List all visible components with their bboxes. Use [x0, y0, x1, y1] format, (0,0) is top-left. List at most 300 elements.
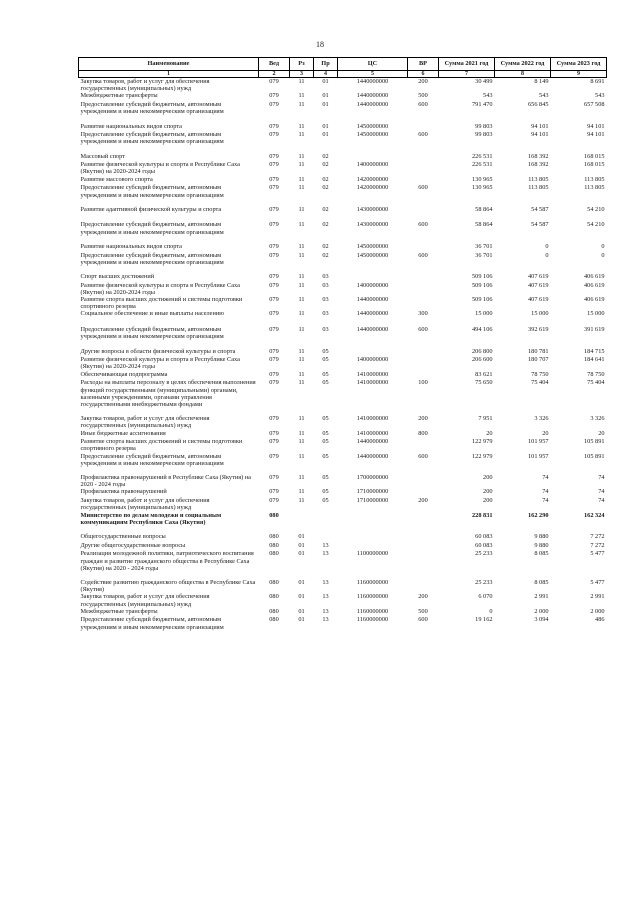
row-vr: [408, 438, 439, 452]
row-rz: 11: [298, 184, 305, 192]
table-row: [79, 542, 607, 551]
row-rz: 11: [298, 370, 305, 378]
row-rz: 11: [298, 497, 305, 505]
row-sum-2021: 36 701: [475, 242, 493, 250]
spacer-cell: [79, 572, 607, 579]
row-pr: 01: [322, 122, 329, 130]
row-ved: 080: [269, 550, 279, 558]
table-row: [79, 206, 607, 215]
header-rz: Рз: [290, 58, 314, 71]
row-sum-2022: 2 991: [534, 593, 549, 601]
row-pr: 05: [322, 356, 329, 364]
row-vr: [408, 206, 439, 215]
row-cs: 1440000000: [356, 452, 389, 460]
table-row: [79, 497, 607, 511]
row-sum-2022: 2 000: [534, 607, 549, 615]
row-sum-2023: 7 272: [590, 532, 605, 540]
row-ved: 079: [269, 356, 279, 364]
row-name: Реализация молодежной политики, патриотического воспитания граждан и развитие гражданского общества в Республике Саха (Якутия) на 2020 - 2024 годы: [80, 550, 254, 572]
row-cs: 1440000000: [356, 101, 389, 109]
table-row: [79, 348, 607, 357]
row-name: Предоставление субсидий бюджетным, автономным учреждениям и иным некоммерческим организациям: [80, 101, 224, 116]
row-cs: [338, 348, 408, 357]
row-name: Профилактика правонарушений в Республике Саха (Якутия) на 2020 - 2024 годы: [80, 474, 251, 489]
row-pr: 03: [322, 310, 329, 318]
spacer-cell: [79, 408, 607, 415]
row-ved: 079: [269, 310, 279, 318]
row-sum-2023: 54 210: [587, 205, 605, 213]
row-ved: 079: [269, 370, 279, 378]
row-ved: 079: [269, 488, 279, 496]
table-body: [79, 78, 607, 631]
table-row: [79, 616, 607, 630]
row-sum-2022: 162 290: [528, 511, 549, 519]
row-pr: 05: [322, 370, 329, 378]
row-name: Развитие массового спорта: [80, 175, 153, 183]
row-vr: [408, 243, 439, 252]
row-vr: [408, 542, 439, 551]
row-cs: 1710000000: [356, 497, 389, 505]
header-number: 7: [439, 71, 495, 78]
table-row: [79, 326, 607, 340]
row-rz: 11: [298, 122, 305, 130]
row-cs: 1430000000: [356, 221, 389, 229]
row-sum-2021: 99 803: [475, 131, 493, 139]
row-sum-2022: 168 392: [528, 161, 549, 169]
row-sum-2023: 20: [598, 429, 605, 437]
row-vr: 600: [418, 616, 428, 624]
row-sum-2023: 543: [595, 92, 605, 100]
row-name: Предоставление субсидий бюджетным, автономным учреждениям и иным некоммерческим организациям: [80, 452, 224, 467]
row-name: Массовый спорт: [80, 152, 125, 160]
row-name: Другие общегосударственные вопросы: [80, 541, 186, 549]
row-pr: 03: [322, 326, 329, 334]
row-sum-2021: 200: [483, 474, 493, 482]
row-ved: 079: [269, 379, 279, 387]
row-rz: 01: [298, 541, 305, 549]
row-pr: 05: [322, 488, 329, 496]
row-cs: 1450000000: [356, 242, 389, 250]
row-rz: 11: [298, 272, 305, 280]
row-sum-2022: 113 805: [528, 184, 549, 192]
row-sum-2021: 509 106: [472, 272, 493, 280]
row-name: Социальное обеспечение и иные выплаты населению: [80, 310, 224, 318]
row-rz: 11: [298, 242, 305, 250]
row-sum-2023: 0: [601, 242, 605, 250]
table-row: [79, 533, 607, 542]
row-ved: 079: [269, 281, 279, 289]
row-pr: 01: [322, 78, 329, 85]
row-sum-2023: 0: [601, 251, 605, 259]
row-sum-2022: 0: [545, 242, 549, 250]
row-sum-2022: 74: [542, 497, 549, 505]
table-row: [79, 379, 607, 408]
row-sum-2021: 122 979: [472, 438, 493, 446]
row-sum-2021: 509 106: [472, 296, 493, 304]
header-sum-2021: Сумма 2021 год: [439, 58, 495, 71]
row-sum-2023: 168 015: [584, 152, 605, 160]
row-cs: 1710000000: [356, 488, 389, 496]
row-sum-2021: 130 965: [472, 175, 493, 183]
row-sum-2023: 74: [598, 488, 605, 496]
row-sum-2023: 168 015: [584, 161, 605, 169]
row-pr: 02: [322, 161, 329, 169]
row-rz: 11: [298, 379, 305, 387]
spacer-row: [79, 146, 607, 153]
row-sum-2022: 54 587: [531, 221, 549, 229]
row-ved: 079: [269, 78, 279, 85]
spacer-cell: [79, 467, 607, 474]
header-number: 1: [79, 71, 259, 78]
row-rz: 11: [298, 152, 305, 160]
row-vr: [408, 273, 439, 282]
row-sum-2023: 2 991: [590, 593, 605, 601]
row-name: Развитие спорта высших достижений и системы подготовки спортивного резерва: [80, 438, 243, 453]
row-cs: 1160000000: [356, 616, 389, 624]
row-rz: 11: [298, 131, 305, 139]
row-cs: 1440000000: [356, 438, 389, 446]
row-ved: 079: [269, 438, 279, 446]
row-cs: 1450000000: [356, 122, 389, 130]
row-name: Межбюджетные трансферты: [80, 607, 158, 615]
row-sum-2023: 8 691: [590, 78, 605, 85]
row-rz: 11: [298, 347, 305, 355]
row-sum-2023: 406 619: [584, 296, 605, 304]
row-name: Предоставление субсидий бюджетным, автономным учреждениям и иным некоммерческим организациям: [80, 616, 224, 631]
row-sum-2021: 494 106: [472, 326, 493, 334]
row-sum-2023: 105 891: [584, 438, 605, 446]
row-sum-2021: 122 979: [472, 452, 493, 460]
row-sum-2023: 105 891: [584, 452, 605, 460]
spacer-row: [79, 236, 607, 243]
table-row: [79, 371, 607, 380]
row-rz: 11: [298, 92, 305, 100]
row-pr: 05: [322, 497, 329, 505]
row-pr: 02: [322, 221, 329, 229]
row-cs: 1450000000: [356, 251, 389, 259]
row-pr: 05: [322, 452, 329, 460]
header-name: Наименование: [79, 58, 259, 71]
row-vr: 600: [418, 326, 428, 334]
row-sum-2021: 200: [483, 488, 493, 496]
row-vr: [408, 512, 439, 526]
header-sum-2023: Сумма 2023 год: [551, 58, 607, 71]
table-row: [79, 415, 607, 429]
row-pr: 02: [322, 251, 329, 259]
table-row: [79, 184, 607, 198]
row-sum-2021: 25 233: [475, 578, 493, 586]
row-sum-2022: 101 957: [528, 452, 549, 460]
row-rz: 11: [298, 161, 305, 169]
table-row: [79, 123, 607, 132]
row-vr: 300: [418, 310, 428, 318]
table-row: [79, 453, 607, 467]
row-sum-2023: 75 404: [587, 379, 605, 387]
row-sum-2021: 58 864: [475, 205, 493, 213]
row-sum-2021: 206 600: [472, 356, 493, 364]
row-sum-2021: 6 070: [478, 593, 493, 601]
row-pr: 02: [322, 205, 329, 213]
spacer-cell: [79, 199, 607, 206]
row-cs: [338, 542, 408, 551]
table-row: [79, 176, 607, 185]
row-rz: 01: [298, 593, 305, 601]
row-ved: 079: [269, 497, 279, 505]
row-sum-2022: 9 880: [534, 532, 549, 540]
row-sum-2022: 656 845: [528, 101, 549, 109]
row-vr: [408, 356, 439, 370]
row-sum-2021: 58 864: [475, 221, 493, 229]
row-vr: [408, 579, 439, 593]
row-sum-2021: 20: [486, 429, 493, 437]
row-vr: 200: [418, 78, 428, 85]
row-sum-2022: 75 404: [531, 379, 549, 387]
row-rz: 11: [298, 438, 305, 446]
row-ved: 079: [269, 101, 279, 109]
row-sum-2022: 54 587: [531, 205, 549, 213]
row-name: Спорт высших достижений: [80, 272, 155, 280]
row-name: Общегосударственные вопросы: [80, 532, 166, 540]
row-sum-2023: 3 326: [590, 415, 605, 423]
row-sum-2021: 200: [483, 497, 493, 505]
table-row: [79, 252, 607, 266]
row-sum-2021: 25 233: [475, 550, 493, 558]
row-pr: 01: [322, 101, 329, 109]
table-row: [79, 430, 607, 439]
row-pr: 02: [322, 242, 329, 250]
table-row: [79, 474, 607, 488]
row-sum-2022: 180 707: [528, 356, 549, 364]
row-sum-2023: 406 619: [584, 281, 605, 289]
table-row: [79, 593, 607, 607]
row-pr: 05: [322, 429, 329, 437]
row-vr: [408, 348, 439, 357]
spacer-row: [79, 214, 607, 221]
spacer-cell: [79, 236, 607, 243]
row-vr: [408, 488, 439, 497]
row-sum-2022: 392 619: [528, 326, 549, 334]
row-sum-2022: 0: [545, 251, 549, 259]
row-rz: 01: [298, 607, 305, 615]
row-pr: 13: [322, 593, 329, 601]
row-sum-2023: 391 619: [584, 326, 605, 334]
row-rz: 01: [298, 616, 305, 624]
row-pr: 01: [322, 92, 329, 100]
spacer-cell: [79, 214, 607, 221]
row-cs: 1160000000: [356, 578, 389, 586]
row-name: Развитие физической культуры и спорта в Республике Саха (Якутия) на 2020-2024 годы: [80, 356, 240, 371]
spacer-row: [79, 408, 607, 415]
row-cs: 1420000000: [356, 184, 389, 192]
row-sum-2022: 543: [539, 92, 549, 100]
row-rz: 11: [298, 78, 305, 85]
spacer-cell: [79, 341, 607, 348]
row-sum-2021: 228 831: [472, 511, 493, 519]
row-sum-2022: 78 750: [531, 370, 549, 378]
row-cs: 1410000000: [356, 415, 389, 423]
row-sum-2023: 2 000: [590, 607, 605, 615]
row-name: Расходы на выплаты персоналу в целях обеспечения выполнения функций государственными (муниципальными) органами, казенными учреждениями, органами управления государственными внебюджетными фондами: [80, 379, 256, 408]
row-vr: [408, 533, 439, 542]
row-sum-2021: 206 800: [472, 347, 493, 355]
page-number: 18: [316, 40, 324, 49]
row-cs: 1160000000: [356, 607, 389, 615]
row-sum-2023: 15 000: [587, 310, 605, 318]
row-name: Иные бюджетные ассигнования: [80, 429, 166, 437]
spacer-row: [79, 526, 607, 533]
row-name: Закупка товаров, работ и услуг для обеспечения государственных (муниципальных) нужд: [80, 415, 210, 430]
row-pr: [314, 512, 338, 526]
row-rz: 11: [298, 205, 305, 213]
row-ved: 080: [269, 593, 279, 601]
row-ved: 079: [269, 326, 279, 334]
row-sum-2021: 226 531: [472, 152, 493, 160]
row-name: Другие вопросы в области физической культуры и спорта: [80, 347, 236, 355]
row-vr: 200: [418, 497, 428, 505]
row-vr: [408, 296, 439, 310]
row-cs: 1160000000: [356, 593, 389, 601]
row-vr: [408, 474, 439, 488]
row-sum-2022: 74: [542, 488, 549, 496]
row-pr: 02: [322, 175, 329, 183]
row-cs: [338, 533, 408, 542]
spacer-cell: [79, 526, 607, 533]
row-ved: 080: [269, 578, 279, 586]
row-rz: [290, 512, 314, 526]
row-ved: 080: [269, 541, 279, 549]
row-vr: [408, 153, 439, 162]
row-name: Развитие адаптивной физической культуры и спорта: [80, 205, 222, 213]
row-pr: 03: [322, 281, 329, 289]
table-row: [79, 273, 607, 282]
row-sum-2023: 406 619: [584, 272, 605, 280]
table-row: [79, 153, 607, 162]
row-cs: 1400000000: [356, 356, 389, 364]
row-ved: 079: [269, 272, 279, 280]
row-vr: 500: [418, 607, 428, 615]
row-ved: 079: [269, 347, 279, 355]
row-cs: 1410000000: [356, 379, 389, 387]
row-vr: 200: [418, 593, 428, 601]
row-name: Предоставление субсидий бюджетным, автономным учреждениям и иным некоммерческим организациям: [80, 221, 224, 236]
header-number: 9: [551, 71, 607, 78]
row-sum-2021: 99 803: [475, 122, 493, 130]
row-pr: 05: [322, 379, 329, 387]
table-row: [79, 101, 607, 115]
row-sum-2022: 8 085: [534, 550, 549, 558]
spacer-row: [79, 116, 607, 123]
row-vr: [408, 282, 439, 296]
row-sum-2023: 94 101: [587, 131, 605, 139]
header-number: 3: [290, 71, 314, 78]
row-name: Министерство по делам молодежи и социальным коммуникациям Республики Саха (Якутия): [80, 511, 222, 526]
row-vr: 600: [418, 251, 428, 259]
spacer-row: [79, 467, 607, 474]
row-sum-2022: 8 085: [534, 578, 549, 586]
row-pr: 02: [322, 152, 329, 160]
row-sum-2021: 7 951: [478, 415, 493, 423]
header-number-row: [79, 71, 607, 78]
spacer-row: [79, 199, 607, 206]
row-sum-2022: 180 781: [528, 347, 549, 355]
table-row: [79, 550, 607, 572]
row-ved: 079: [269, 296, 279, 304]
spacer-row: [79, 572, 607, 579]
row-sum-2022: 94 101: [531, 131, 549, 139]
header-pr: Пр: [314, 58, 338, 71]
row-name: Закупка товаров, работ и услуг для обеспечения государственных (муниципальных) нужд: [80, 78, 210, 93]
row-sum-2023: 7 272: [590, 541, 605, 549]
row-pr: 05: [322, 347, 329, 355]
row-vr: 100: [418, 379, 428, 387]
row-sum-2021: 83 621: [475, 370, 493, 378]
row-rz: 11: [298, 281, 305, 289]
row-name: Предоставление субсидий бюджетным, автономным учреждениям и иным некоммерческим организациям: [80, 251, 224, 266]
row-name: Развитие национальных видов спорта: [80, 242, 182, 250]
row-sum-2022: 101 957: [528, 438, 549, 446]
row-name: Развитие физической культуры и спорта в Республике Саха (Якутия) на 2020-2024 годы: [80, 161, 240, 176]
header-number: 4: [314, 71, 338, 78]
row-ved: 079: [269, 131, 279, 139]
row-rz: 11: [298, 310, 305, 318]
header-number: 6: [408, 71, 439, 78]
row-ved: 079: [269, 474, 279, 482]
row-cs: 1440000000: [356, 326, 389, 334]
header-sum-2022: Сумма 2022 год: [495, 58, 551, 71]
row-sum-2023: 184 641: [584, 356, 605, 364]
row-ved: 079: [269, 415, 279, 423]
row-ved: 079: [269, 161, 279, 169]
row-sum-2022: 113 805: [528, 175, 549, 183]
row-cs: 1440000000: [356, 296, 389, 304]
row-ved: 080: [269, 511, 279, 519]
row-ved: 080: [269, 616, 279, 624]
spacer-row: [79, 319, 607, 326]
row-vr: [408, 176, 439, 185]
row-name: Развитие спорта высших достижений и системы подготовки спортивного резерва: [80, 296, 243, 311]
row-rz: 11: [298, 221, 305, 229]
row-sum-2023: 5 477: [590, 578, 605, 586]
row-vr: [408, 123, 439, 132]
row-name: Закупка товаров, работ и услуг для обеспечения государственных (муниципальных) нужд: [80, 497, 210, 512]
row-ved: 079: [269, 92, 279, 100]
row-vr: 600: [418, 452, 428, 460]
row-pr: 05: [322, 438, 329, 446]
row-sum-2023: 162 324: [584, 511, 605, 519]
row-vr: [408, 550, 439, 572]
row-ved: 079: [269, 221, 279, 229]
scan-noise: [0, 6, 640, 12]
row-ved: 079: [269, 251, 279, 259]
table-row: [79, 131, 607, 145]
row-cs: 1450000000: [356, 131, 389, 139]
row-sum-2021: 543: [483, 92, 493, 100]
row-vr: [408, 161, 439, 175]
row-pr: 03: [322, 296, 329, 304]
row-sum-2022: 407 619: [528, 296, 549, 304]
row-name: Предоставление субсидий бюджетным, автономным учреждениям и иным некоммерческим организациям: [80, 131, 224, 146]
row-sum-2021: 60 083: [475, 532, 493, 540]
row-vr: [408, 371, 439, 380]
table-row: [79, 221, 607, 235]
row-sum-2021: 75 650: [475, 379, 493, 387]
row-sum-2023: 113 805: [584, 175, 605, 183]
row-rz: 11: [298, 356, 305, 364]
row-rz: 11: [298, 296, 305, 304]
row-cs: 1410000000: [356, 429, 389, 437]
table-row: [79, 512, 607, 526]
row-sum-2022: 3 094: [534, 616, 549, 624]
